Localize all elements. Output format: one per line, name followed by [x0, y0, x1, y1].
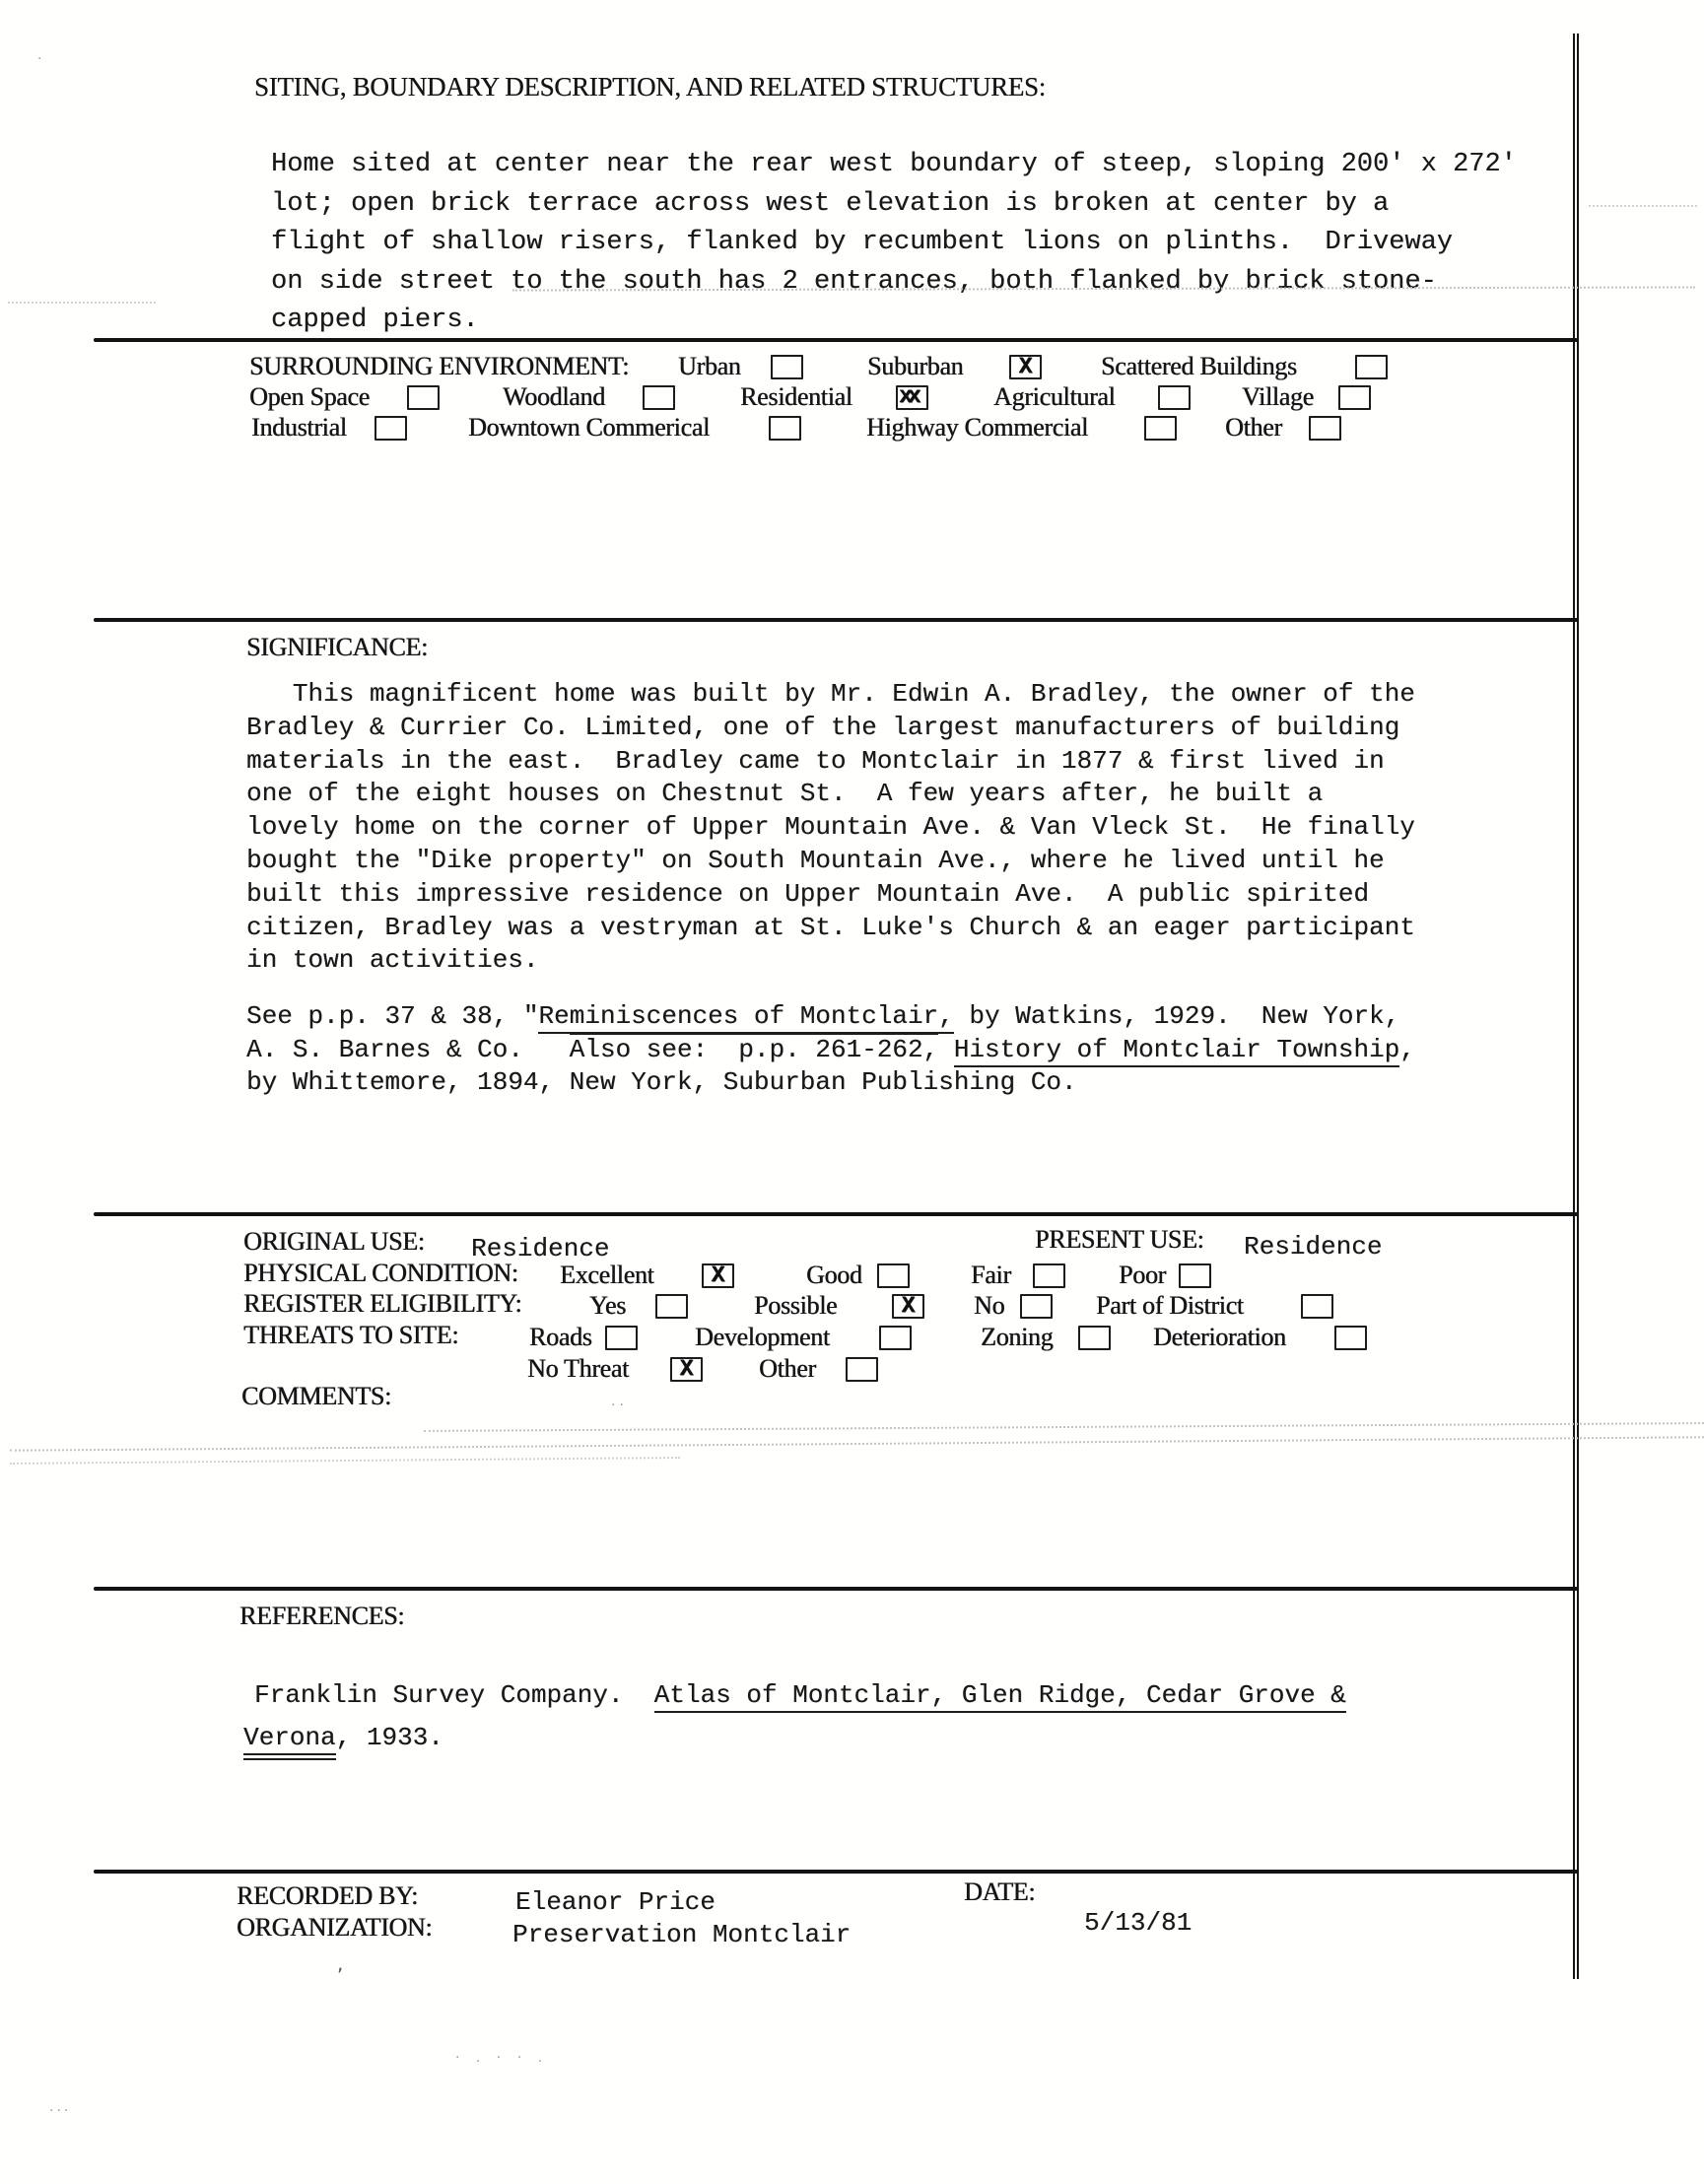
original-use-value: Residence [471, 1234, 610, 1263]
text-line: lovely home on the corner of Upper Mountain Ave. & Van Vleck St. He finally [246, 812, 1415, 843]
option-label-possible: Possible [754, 1291, 838, 1320]
section-heading-references: REFERENCES: [239, 1602, 405, 1630]
field-label-date: DATE: [964, 1877, 1036, 1906]
field-label-surrounding-environment: SURROUNDING ENVIRONMENT: [249, 352, 630, 380]
text-segment: by Watkins, 1929. New York, [953, 1001, 1400, 1031]
option-label-highway-commercial: Highway Commercial [866, 413, 1088, 442]
option-label-excellent: Excellent [560, 1261, 654, 1289]
text-segment: Also see: p.p. 261-262, [569, 1034, 939, 1064]
open-space-checkbox[interactable] [407, 385, 440, 410]
scan-speck: ··· [49, 2103, 72, 2119]
text-line: capped piers. [271, 306, 479, 335]
good-checkbox[interactable] [877, 1263, 910, 1288]
text-segment [938, 1035, 954, 1064]
other-checkbox[interactable] [1309, 416, 1341, 441]
text-segment: A. S. Barnes & Co. [246, 1034, 570, 1064]
text-segment: History of Montclair Township [954, 1035, 1399, 1067]
residential-checkbox[interactable] [896, 385, 928, 410]
scan-artifact-line [1589, 205, 1697, 207]
yes-checkbox[interactable] [655, 1294, 688, 1319]
option-label-woodland: Woodland [503, 382, 605, 411]
text-line [246, 1034, 1415, 1067]
option-label-roads: Roads [529, 1323, 592, 1351]
text-line: built this impressive residence on Upper Mountain Ave. A public spirited [246, 878, 1369, 909]
text-line: citizen, Bradley was a vestryman at St. Luke's Church & an eager participant [246, 912, 1415, 942]
poor-checkbox[interactable] [1179, 1263, 1211, 1288]
field-label-original-use: ORIGINAL USE: [243, 1227, 425, 1256]
option-label-no-threat: No Threat [527, 1354, 629, 1383]
section-divider-rule [94, 618, 1578, 622]
option-label-village: Village [1242, 382, 1314, 411]
scan-speck: , [337, 1951, 344, 1975]
fair-checkbox[interactable] [1033, 1263, 1065, 1288]
field-label-organization: ORGANIZATION: [237, 1913, 433, 1942]
significance-paragraph [246, 678, 1415, 978]
option-label-other: Other [759, 1354, 816, 1383]
no-threat-checkbox[interactable] [670, 1357, 703, 1382]
highway-commercial-checkbox[interactable] [1144, 416, 1177, 441]
reference-line [243, 1723, 443, 1752]
text-segment: by Whittemore, 1894, New York, Suburban Publishing Co. [246, 1067, 1077, 1098]
excellent-checkbox[interactable] [702, 1263, 734, 1288]
date-value: 5/13/81 [1084, 1908, 1193, 1938]
section-heading-siting: SITING, BOUNDARY DESCRIPTION, AND RELATED STRUCTURES: [254, 72, 1046, 102]
field-label-threats-to-site: THREATS TO SITE: [243, 1321, 459, 1349]
agricultural-checkbox[interactable] [1158, 385, 1191, 410]
option-label-open-space: Open Space [249, 382, 370, 411]
x-mark-icon: X [711, 1263, 725, 1288]
text-segment: Reminiscences of Montclair, [538, 1001, 953, 1034]
industrial-checkbox[interactable] [375, 416, 407, 441]
possible-checkbox[interactable] [892, 1294, 924, 1319]
development-checkbox[interactable] [879, 1326, 912, 1350]
woodland-checkbox[interactable] [643, 385, 675, 410]
text-segment: Franklin Survey Company. [254, 1680, 654, 1710]
text-line: This magnificent home was built by Mr. Edwin A. Bradley, the owner of the [246, 679, 1415, 709]
option-label-zoning: Zoning [981, 1323, 1054, 1351]
scan-speck: · [37, 51, 42, 67]
downtown-commerical-checkbox[interactable] [769, 416, 801, 441]
option-label-part-of-district: Part of District [1096, 1291, 1244, 1320]
section-divider-rule [94, 1870, 1578, 1874]
urban-checkbox[interactable] [771, 355, 803, 379]
text-line: Home sited at center near the rear west boundary of steep, sloping 200' x 272' [271, 150, 1517, 179]
section-divider-rule [94, 1587, 1578, 1591]
x-mark-icon: X [901, 1293, 916, 1319]
text-line: on side street to the south has 2 entrances, both flanked by brick stone- [271, 266, 1437, 297]
village-checkbox[interactable] [1338, 385, 1371, 410]
text-segment: Atlas of Montclair, Glen Ridge, Cedar Grove & [654, 1680, 1346, 1713]
option-label-good: Good [806, 1261, 862, 1289]
reference-line [254, 1680, 1346, 1710]
text-line [246, 1066, 1415, 1100]
section-heading-significance: SIGNIFICANCE: [246, 633, 428, 661]
text-line [246, 1000, 1415, 1034]
option-label-urban: Urban [678, 352, 741, 380]
page-edge-vertical-rule [1573, 34, 1579, 1979]
significance-citations [246, 1000, 1415, 1100]
text-segment: See p.p. 37 & 38, " [246, 1001, 539, 1031]
option-label-residential: Residential [740, 382, 852, 411]
scan-speck: · . · · . [455, 2050, 549, 2066]
field-label-recorded-by: RECORDED BY: [237, 1881, 418, 1910]
text-line: in town activities. [246, 945, 539, 976]
text-line: one of the eight houses on Chestnut St. A few years after, he built a [246, 779, 1324, 809]
no-checkbox[interactable] [1020, 1294, 1053, 1319]
option-label-no: No [974, 1291, 1005, 1320]
option-label-development: Development [695, 1323, 830, 1351]
scan-speck: .. [611, 1394, 628, 1409]
siting-description-paragraph [271, 146, 1517, 341]
text-line: Bradley & Currier Co. Limited, one of the largest manufacturers of building [246, 712, 1400, 742]
option-label-poor: Poor [1119, 1261, 1166, 1289]
part-of-district-checkbox[interactable] [1301, 1294, 1333, 1319]
organization-value: Preservation Montclair [512, 1920, 852, 1949]
field-label-register-eligibility: REGISTER ELIGIBILITY: [243, 1289, 522, 1318]
text-segment: , 1933. [335, 1723, 443, 1752]
field-label-physical-condition: PHYSICAL CONDITION: [243, 1259, 518, 1287]
option-label-suburban: Suburban [867, 352, 964, 380]
option-label-scattered-buildings: Scattered Buildings [1101, 352, 1297, 380]
option-label-other: Other [1225, 413, 1282, 442]
zoning-checkbox[interactable] [1078, 1326, 1111, 1350]
deterioration-checkbox[interactable] [1334, 1326, 1367, 1350]
text-line: materials in the east. Bradley came to Montclair in 1877 & first lived in [246, 745, 1385, 776]
option-label-industrial: Industrial [251, 413, 347, 442]
section-divider-rule [94, 338, 1578, 342]
scattered-buildings-checkbox[interactable] [1355, 355, 1388, 379]
text-segment: Verona [243, 1723, 336, 1760]
option-label-yes: Yes [589, 1291, 626, 1320]
scan-artifact-line [8, 302, 156, 304]
other-checkbox[interactable] [846, 1357, 878, 1382]
option-label-agricultural: Agricultural [993, 382, 1116, 411]
text-line: flight of shallow risers, flanked by recumbent lions on plinths. Driveway [271, 228, 1453, 257]
scan-artifact-line [10, 1457, 680, 1465]
section-divider-rule [94, 1212, 1578, 1216]
x-mark-icon: xx [899, 383, 917, 409]
text-segment: , [1399, 1034, 1415, 1064]
x-mark-icon: X [1018, 354, 1033, 379]
scan-artifact-line [10, 1436, 1704, 1452]
text-line: lot; open brick terrace across west elevation is broken at center by a [271, 188, 1390, 219]
recorded-by-value: Eleanor Price [515, 1887, 716, 1917]
suburban-checkbox[interactable] [1009, 355, 1042, 379]
option-label-deterioration: Deterioration [1153, 1323, 1286, 1351]
roads-checkbox[interactable] [605, 1326, 638, 1350]
field-label-comments: COMMENTS: [241, 1382, 391, 1410]
x-mark-icon: X [679, 1356, 694, 1382]
option-label-downtown-commerical: Downtown Commerical [468, 413, 710, 442]
option-label-fair: Fair [971, 1261, 1011, 1289]
scan-artifact-line [424, 1422, 1704, 1432]
present-use-value: Residence [1244, 1232, 1383, 1262]
field-label-present-use: PRESENT USE: [1035, 1225, 1204, 1254]
text-line: bought the "Dike property" on South Mountain Ave., where he lived until he [246, 845, 1385, 875]
